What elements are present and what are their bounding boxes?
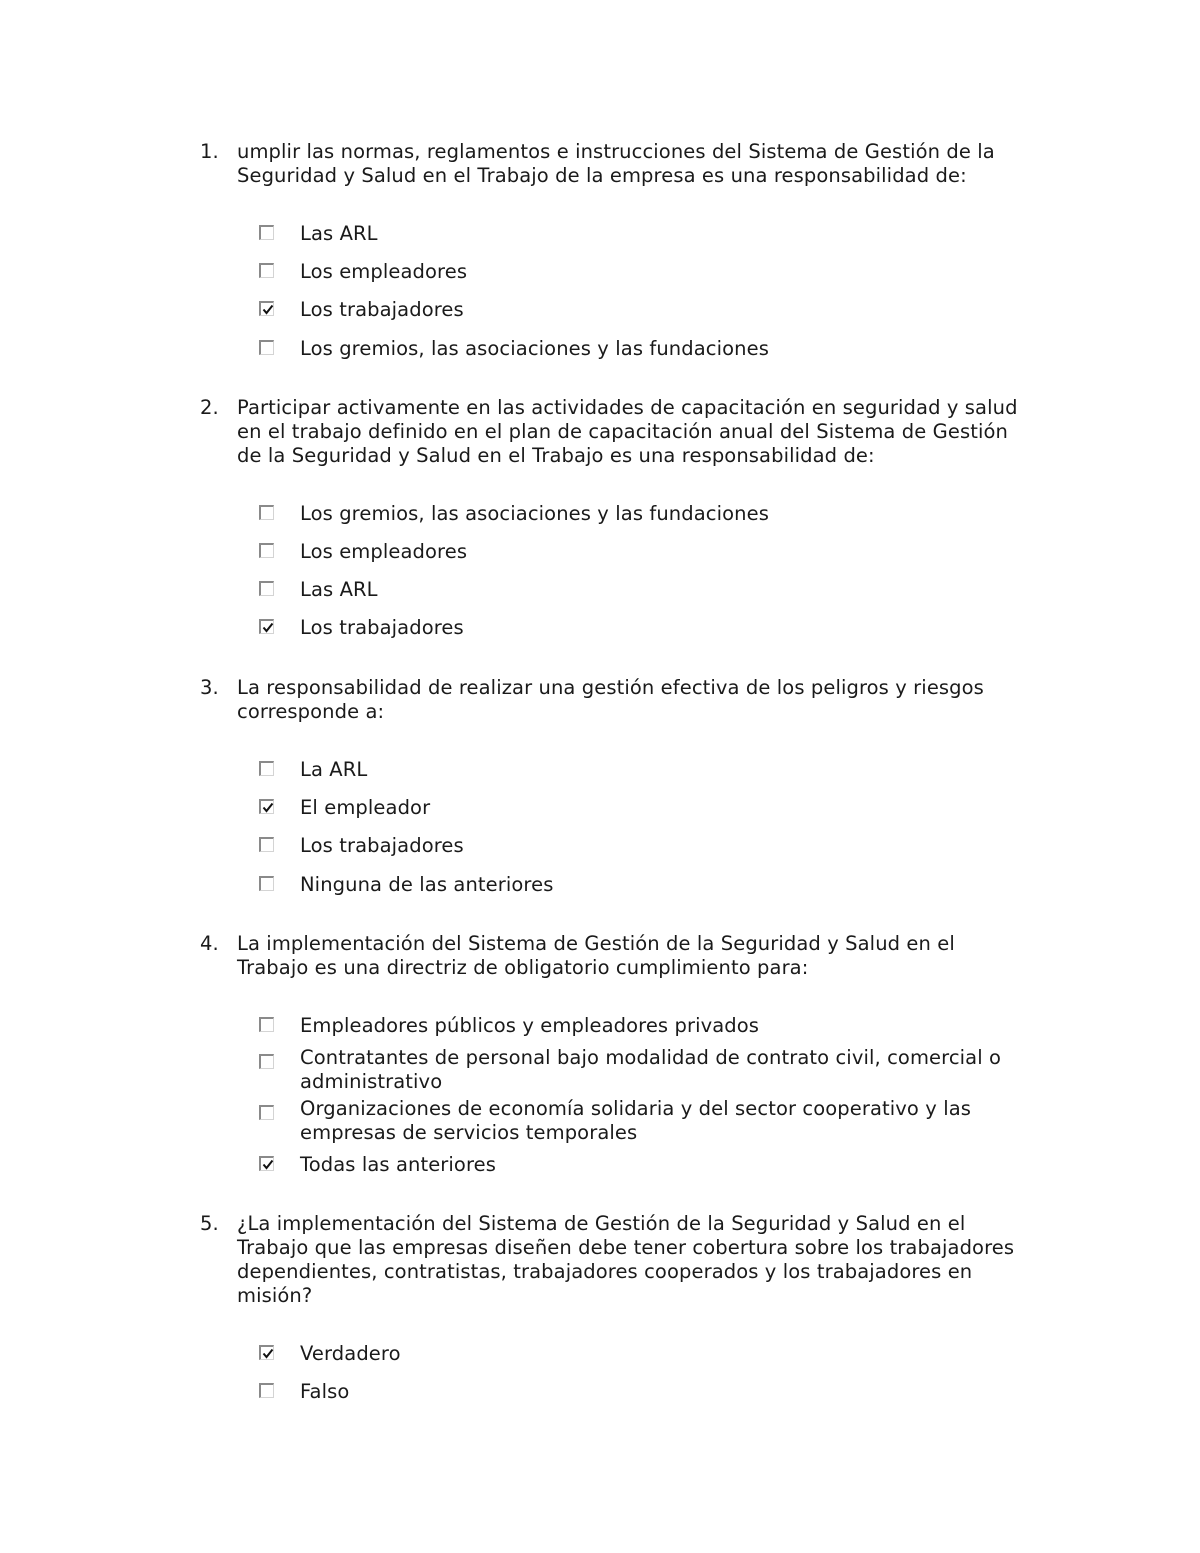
option [200,298,464,322]
question-3 [200,676,1030,896]
checkbox[interactable] [259,301,274,316]
checkbox[interactable] [259,1156,274,1171]
checkbox[interactable] [259,1383,274,1398]
option-label: Los gremios, las asociaciones y las fundaciones [300,502,769,525]
option [200,796,430,820]
option-label: Las ARL [300,578,378,601]
question-text: La responsabilidad de realizar una gestión efectiva de los peligros y riesgos corresponde a: [237,676,984,723]
option-label: Ninguna de las anteriores [300,873,554,896]
checkbox[interactable] [259,1054,274,1069]
question-number: 1. [200,140,219,163]
question-2 [200,396,1030,639]
question-1 [200,140,1030,360]
option-label: Los empleadores [300,540,468,563]
checkbox[interactable] [259,505,274,520]
option [200,337,769,361]
option-label: Falso [300,1380,350,1403]
question-text: La implementación del Sistema de Gestión de la Seguridad y Salud en el Trabajo es una directriz de obligatorio cumplimiento para: [237,932,955,979]
option-label: La ARL [300,758,368,781]
option-label: Empleadores públicos y empleadores privados [300,1014,760,1037]
option [200,1380,349,1404]
question-text: umplir las normas, reglamentos e instrucciones del Sistema de Gestión de la Seguridad y Salud en el Trabajo de la empresa es una responsabilidad de: [237,140,995,187]
checkbox[interactable] [259,225,274,240]
checkmark-icon [262,802,274,814]
option [200,222,378,246]
checkmark-icon [262,1348,274,1360]
checkbox[interactable] [259,1017,274,1032]
checkbox[interactable] [259,799,274,814]
option [200,540,467,564]
question-header [200,140,1030,188]
checkbox[interactable] [259,837,274,852]
option [200,1153,1030,1177]
question-header [200,396,1030,468]
option [200,502,769,526]
option-label: Todas las anteriores [300,1153,497,1176]
option [200,1342,401,1366]
option [200,873,553,897]
option-label: Verdadero [300,1342,401,1365]
option-label: Las ARL [300,222,378,245]
question-number: 4. [200,932,219,955]
option [200,616,464,640]
checkbox[interactable] [259,263,274,278]
option-label: Los empleadores [300,260,468,283]
question-number: 3. [200,676,219,699]
option [200,1046,1030,1094]
option-label: Contratantes de personal bajo modalidad de contrato civil, comercial o administrativo [300,1046,1002,1093]
option [200,758,367,782]
question-header [200,1212,1030,1308]
checkbox[interactable] [259,1345,274,1360]
question-text: ¿La implementación del Sistema de Gestión de la Seguridad y Salud en el Trabajo que las empresas diseñen debe tener cobertura sobre los trabajadores dependientes, contratistas, trabajadores cooperados y los trabajadores en misión? [237,1212,1015,1307]
checkbox[interactable] [259,581,274,596]
question-header [200,676,1030,724]
option-label: Los gremios, las asociaciones y las fundaciones [300,337,769,360]
checkbox[interactable] [259,340,274,355]
question-number: 2. [200,396,219,419]
checkbox[interactable] [259,761,274,776]
question-header [200,932,1030,980]
option [200,1097,990,1145]
option [200,578,378,602]
question-text: Participar activamente en las actividades de capacitación en seguridad y salud en el trabajo definido en el plan de capacitación anual del Sistema de Gestión de la Seguridad y Salud en el Trabajo es una responsabilidad de: [237,396,1018,467]
checkmark-icon [262,1159,274,1171]
checkmark-icon [262,622,274,634]
checkbox[interactable] [259,876,274,891]
option-label: Los trabajadores [300,616,464,639]
option-label: Los trabajadores [300,298,464,321]
question-number: 5. [200,1212,219,1235]
checkbox[interactable] [259,619,274,634]
checkmark-icon [262,304,274,316]
option [200,260,467,284]
checkbox[interactable] [259,1105,274,1120]
question-5 [200,1212,1030,1403]
option [200,1014,1030,1038]
option [200,834,464,858]
option-label: Organizaciones de economía solidaria y del sector cooperativo y las empresas de servicios temporales [300,1097,972,1144]
option-label: Los trabajadores [300,834,464,857]
option-label: El empleador [300,796,431,819]
question-4 [200,932,1030,1176]
checkbox[interactable] [259,543,274,558]
